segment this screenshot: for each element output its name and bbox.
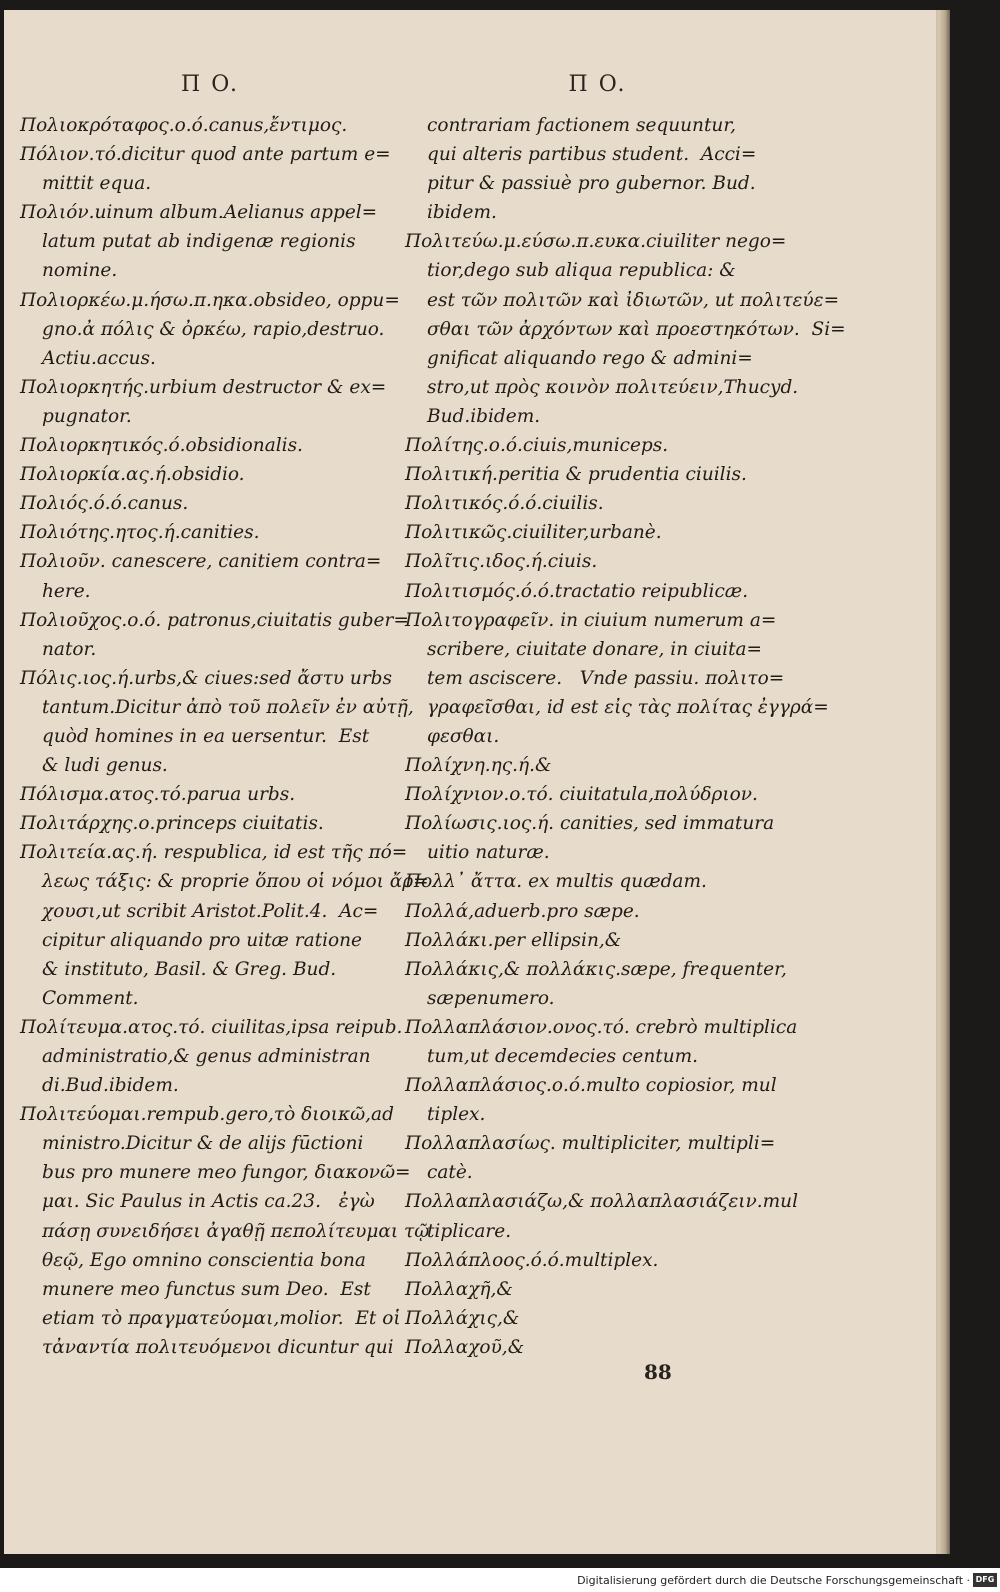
dictionary-line: Πολιορκία.ας.ή.obsidio. xyxy=(20,464,245,486)
dictionary-line: latum putat ab indigenæ regionis xyxy=(42,231,356,253)
left-entries xyxy=(20,111,430,1362)
dictionary-line: ministro.Dicitur & de alijs fūctioni xyxy=(42,1133,364,1155)
dictionary-line: Πολιτικός.ό.ό.ciuilis. xyxy=(405,493,604,515)
dictionary-line: τἀναντία πολιτευόμενοι dicuntur qui xyxy=(42,1336,394,1358)
dictionary-line: Πολιός.ό.ό.canus. xyxy=(20,493,189,515)
dictionary-line: Πολλαπλασίως. multipliciter, multipli= xyxy=(405,1133,776,1155)
dictionary-line: Πολλάχις,& xyxy=(405,1307,520,1329)
book-page xyxy=(4,10,938,1554)
dictionary-line: nator. xyxy=(42,638,97,660)
dictionary-line: ibidem. xyxy=(427,202,497,224)
dictionary-line: Πολλαχῆ,& xyxy=(405,1278,513,1300)
dictionary-line: mittit equa. xyxy=(42,173,152,195)
dictionary-line: Πολιοκρόταφος.ο.ό.canus,ἔντιμος. xyxy=(20,115,348,136)
dictionary-line: uitio naturæ. xyxy=(427,842,550,864)
dictionary-line: est τῶν πολιτῶν καὶ ἰδιωτῶν, ut πολιτεύε= xyxy=(427,289,840,311)
dictionary-line: contrariam factionem sequuntur, xyxy=(427,115,737,136)
dictionary-line: cipitur aliquando pro uitæ ratione xyxy=(42,929,363,951)
dictionary-line: Πολιτογραφεῖν. in ciuium numerum a= xyxy=(405,609,777,631)
dictionary-line: Πολίτης.ο.ό.ciuis,municeps. xyxy=(405,435,669,457)
dictionary-line: Πολῖτις.ιδος.ή.ciuis. xyxy=(405,551,598,573)
dictionary-line: sæpenumero. xyxy=(427,987,555,1009)
dictionary-line: Πόλις.ιος.ή.urbs,& ciues:sed ἄστυ urbs xyxy=(20,667,393,689)
page-number: 88 xyxy=(644,1360,672,1384)
dictionary-line: Comment. xyxy=(42,987,139,1009)
left-column xyxy=(20,65,430,1362)
dictionary-line: scribere, ciuitate donare, in ciuita= xyxy=(427,638,763,660)
dictionary-line: θεῷ, Ego omnino conscientia bona xyxy=(42,1249,366,1271)
left-running-header: Π O. xyxy=(181,72,239,97)
dictionary-line: Πολιτική.peritia & prudentia ciuilis. xyxy=(405,464,747,486)
dictionary-line: tantum.Dicitur ἀπὸ τοῦ πολεῖν ἐν αὐτῇ, xyxy=(42,696,414,718)
dictionary-line: & ludi genus. xyxy=(42,755,168,777)
dfg-logo: DFG xyxy=(973,1573,997,1587)
dictionary-line: pitur & passiuè pro gubernor. Bud. xyxy=(427,173,756,195)
dictionary-line: γραφεῖσθαι, id est εἰς τὰς πολίτας ἐγγρά= xyxy=(427,696,829,718)
dictionary-line: Πόλιον.τό.dicitur quod ante partum e= xyxy=(20,144,391,166)
dictionary-line: Πολλαπλάσιον.ονος.τό. crebrò multiplica xyxy=(405,1016,798,1038)
dictionary-line: Πολιορκητής.urbium destructor & ex= xyxy=(20,376,387,398)
dictionary-line: Πολλάπλοος.ό.ό.multiplex. xyxy=(405,1249,659,1271)
dictionary-line: Πολιότης.ητος.ή.canities. xyxy=(20,522,260,544)
dictionary-line: bus pro munere meo fungor, διακονῶ= xyxy=(42,1162,411,1184)
dictionary-line: etiam τὸ πραγματεύομαι,molior. Et οἱ xyxy=(42,1307,401,1329)
right-running-header: Π O. xyxy=(568,72,627,97)
dictionary-line: Πολλαπλασιάζω,& πολλαπλασιάζειν.mul xyxy=(405,1191,799,1213)
dictionary-line: Πολλ᾽ ἄττα. ex multis quædam. xyxy=(405,871,707,893)
dictionary-line: λεως τάξις: & proprie ὅπου οἱ νόμοι ἄρ= xyxy=(42,871,429,893)
dictionary-line: Πολίχνη.ης.ή.& xyxy=(405,755,552,777)
footer-text: Digitalisierung gefördert durch die Deutsche Forschungsgemeinschaft · xyxy=(577,1574,970,1587)
dictionary-line: Πολιτεύομαι.rempub.gero,τὸ διοικῶ,ad xyxy=(20,1104,394,1126)
dictionary-line: munere meo functus sum Deo. Est xyxy=(42,1278,371,1300)
dictionary-line: Πολιτισμός.ό.ό.tractatio reipublicæ. xyxy=(405,580,749,602)
dictionary-line: Πολιοῦχος.ο.ό. patronus,ciuitatis guber= xyxy=(20,609,409,631)
right-column xyxy=(405,65,846,1362)
dictionary-line: gnificat aliquando rego & admini= xyxy=(427,347,753,369)
dictionary-line: Πολλάκις,& πολλάκις.sæpe, frequenter, xyxy=(405,958,787,980)
dictionary-line: administratio,& genus administran xyxy=(42,1046,371,1067)
dictionary-line: tum,ut decemdecies centum. xyxy=(427,1046,699,1067)
dictionary-line: Πολίτευμα.ατος.τό. ciuilitas,ipsa reipub. xyxy=(20,1016,403,1038)
dictionary-line: Πολιτεύω.μ.εύσω.π.ευκα.ciuiliter nego= xyxy=(405,231,787,253)
dictionary-line: Πολλαχοῦ,& xyxy=(405,1336,525,1358)
dictionary-line: Πολιορκέω.μ.ήσω.π.ηκα.obsideo, oppu= xyxy=(20,289,400,311)
dictionary-line: tem asciscere. Vnde passiu. πολιτο= xyxy=(427,667,785,689)
dictionary-line: φεσθαι. xyxy=(427,725,500,747)
dictionary-line: Actiu.accus. xyxy=(42,347,156,369)
dictionary-line: Πολιορκητικός.ό.obsidionalis. xyxy=(20,435,303,457)
dictionary-line: Πολλάκι.per ellipsin,& xyxy=(405,929,622,951)
dictionary-line: μαι. Sic Paulus in Actis ca.23. ἐγὼ xyxy=(42,1191,375,1213)
dictionary-line: Πολιτάρχης.ο.princeps ciuitatis. xyxy=(20,813,324,835)
right-entries xyxy=(405,111,846,1362)
page-edge xyxy=(938,10,950,1554)
dictionary-line: gno.ἀ πόλις & ὀρκέω, rapio,destruo. xyxy=(42,318,385,340)
dictionary-line: Πολιτικῶς.ciuiliter,urbanè. xyxy=(405,522,662,544)
dictionary-line: tior,dego sub aliqua republica: & xyxy=(427,260,736,282)
dictionary-line: πάσῃ συνειδήσει ἀγαθῇ πεπολίτευμαι τῷ xyxy=(42,1220,430,1242)
footer-bar xyxy=(0,1570,1000,1592)
dictionary-line: Πολιοῦν. canescere, canitiem contra= xyxy=(20,551,382,573)
dictionary-line: here. xyxy=(42,580,91,602)
dictionary-line: Πολίχνιον.ο.τό. ciuitatula,πολύδριον. xyxy=(405,784,758,806)
dictionary-line: Bud.ibidem. xyxy=(427,405,541,427)
dictionary-line: & instituto, Basil. & Greg. Bud. xyxy=(42,958,337,980)
dictionary-line: quòd homines in ea uersentur. Est xyxy=(42,725,370,747)
dictionary-line: stro,ut πρὸς κοινὸν πολιτεύειν,Thucyd. xyxy=(427,376,799,398)
dictionary-line: Πολιτεία.ας.ή. respublica, id est τῆς πό= xyxy=(20,842,408,864)
dictionary-line: pugnator. xyxy=(42,405,132,427)
dictionary-line: tiplex. xyxy=(427,1104,486,1126)
dictionary-line: χουσι,ut scribit Aristot.Polit.4. Ac= xyxy=(42,900,379,922)
dictionary-line: di.Bud.ibidem. xyxy=(42,1075,179,1097)
dictionary-line: tiplicare. xyxy=(427,1220,512,1242)
dictionary-line: Πολίωσις.ιος.ή. canities, sed immatura xyxy=(405,813,775,835)
dictionary-line: catè. xyxy=(427,1162,473,1184)
dictionary-line: Πόλισμα.ατος.τό.parua urbs. xyxy=(20,784,296,806)
dictionary-line: σθαι τῶν ἀρχόντων καὶ προεστηκότων. Si= xyxy=(427,318,846,340)
dictionary-line: Πολλαπλάσιος.ο.ό.multo copiosior, mul xyxy=(405,1075,777,1097)
dictionary-line: qui alteris partibus student. Acci= xyxy=(427,144,757,166)
dictionary-line: nomine. xyxy=(42,260,118,282)
dictionary-line: Πολλά,aduerb.pro sæpe. xyxy=(405,900,640,922)
dictionary-line: Πολιόν.uinum album.Aelianus appel= xyxy=(20,202,378,224)
